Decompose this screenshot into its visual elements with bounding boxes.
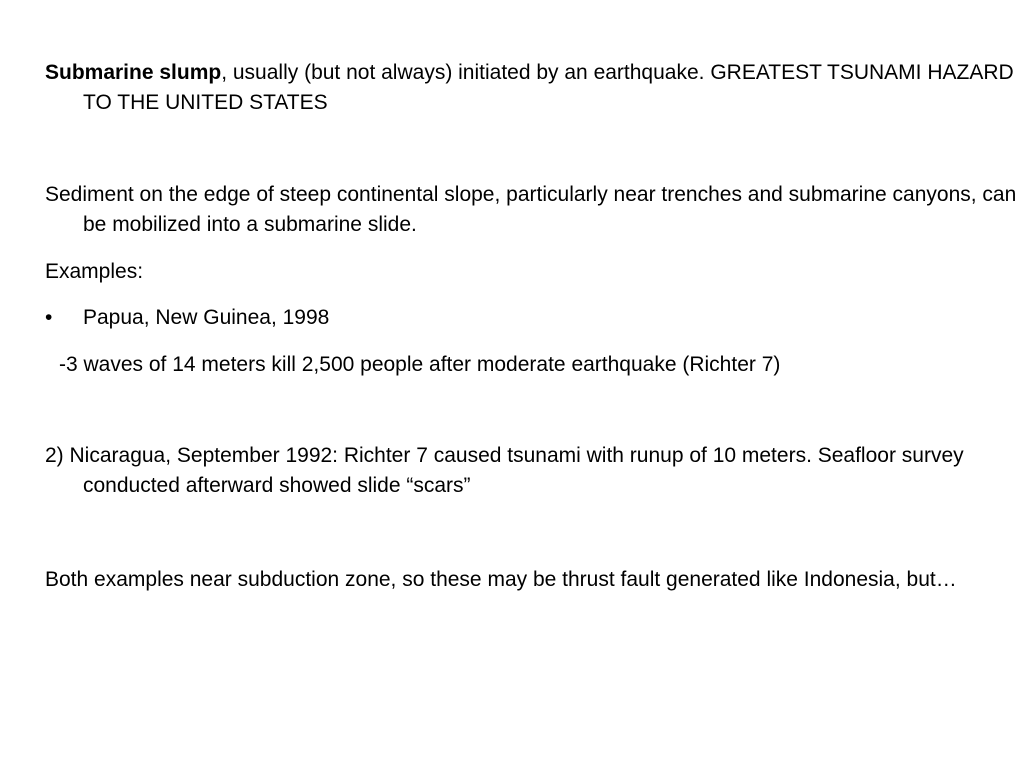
slump-paragraph [45,58,1023,118]
example1-detail: -3 waves of 14 meters kill 2,500 people after moderate earthquake (Richter 7) [59,353,781,376]
example1-title: Papua, New Guinea, 1998 [83,306,330,329]
conclusion-paragraph: Both examples near subduction zone, so these may be thrust fault generated like Indonesia, but… [45,568,957,591]
example2-paragraph: 2) Nicaragua, September 1992: Richter 7 caused tsunami with runup of 10 meters. Seafloor survey conducted afterward showed slide “scars” [45,444,964,497]
sediment-paragraph: Sediment on the edge of steep continental slope, particularly near trenches and submarine canyons, can be mobilized into a submarine slide. [45,183,1017,236]
slump-term: Submarine slump [45,61,222,84]
slump-description: , usually (but not always) initiated by an earthquake. GREATEST TSUNAMI HAZARD TO THE UNITED STATES [83,61,1014,114]
examples-label: Examples: [45,260,144,283]
bullet-icon: • [45,306,53,329]
